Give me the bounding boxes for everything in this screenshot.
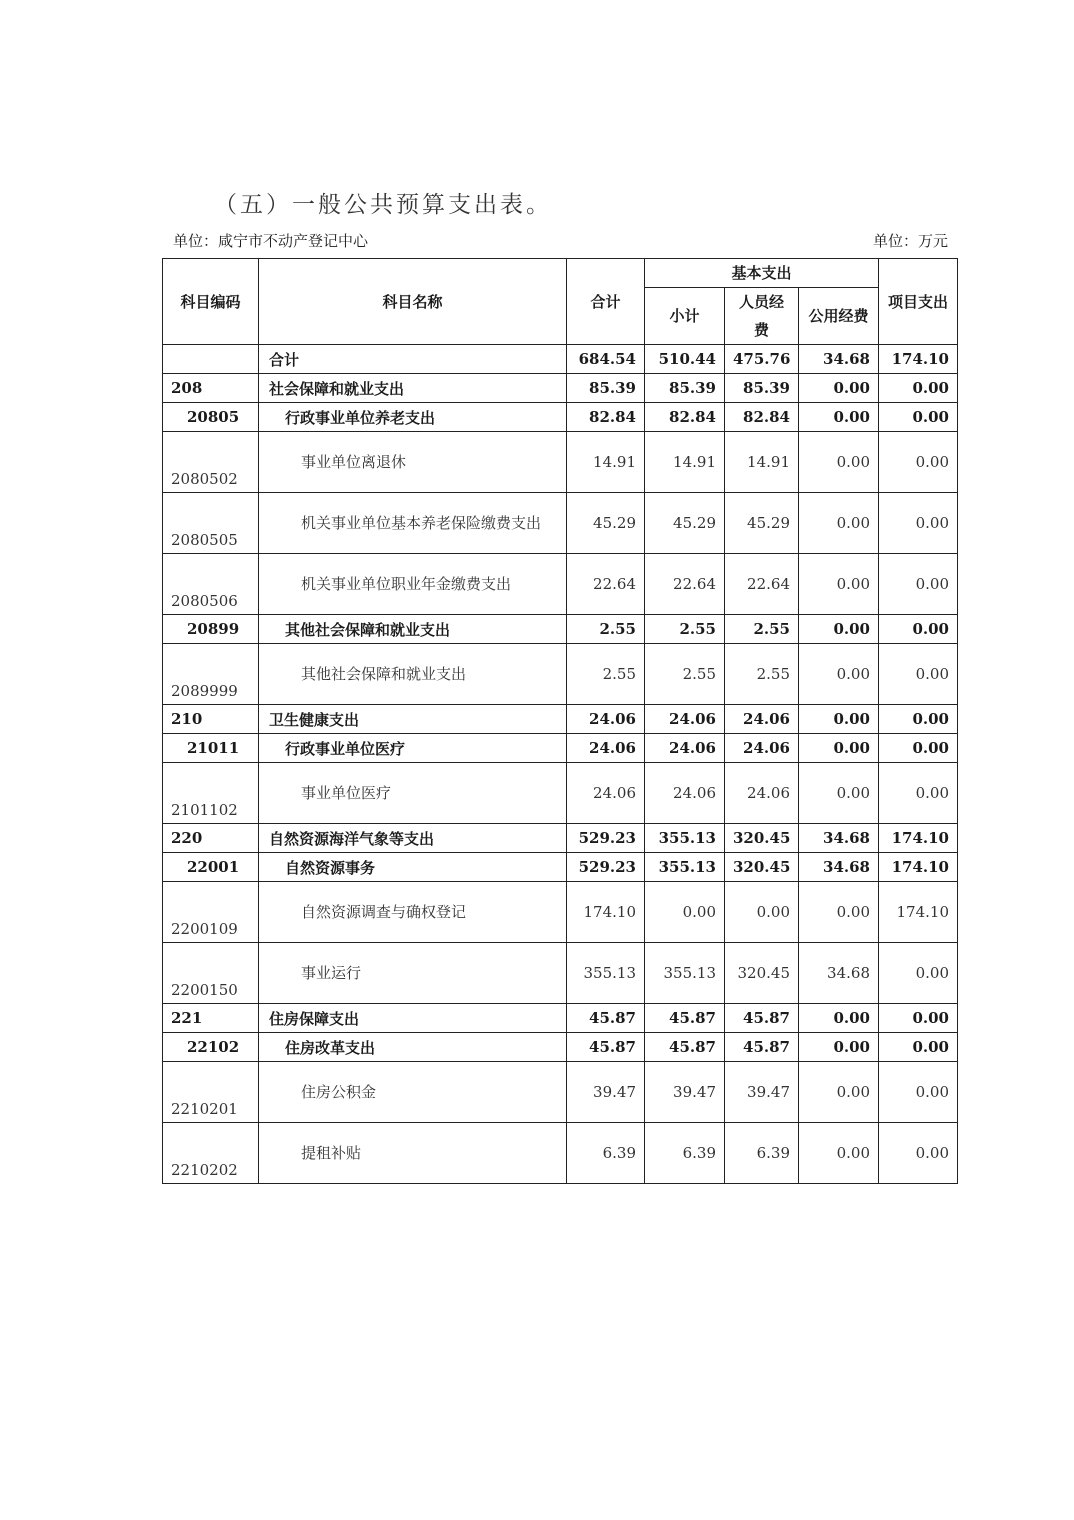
header-project: 项目支出 [879,259,958,345]
row-total: 39.47 [567,1062,645,1123]
row-project: 174.10 [879,853,958,882]
table-row [163,644,958,705]
row-personnel: 22.64 [725,554,799,615]
row-project: 0.00 [879,734,958,763]
row-public: 0.00 [799,734,879,763]
table-row [163,705,958,734]
row-name: 住房改革支出 [259,1033,567,1062]
row-subtotal: 510.44 [645,345,725,374]
unit-organization: 单位：咸宁市不动产登记中心 [173,232,369,250]
row-subtotal: 6.39 [645,1123,725,1184]
table-row [163,853,958,882]
row-public: 0.00 [799,1062,879,1123]
row-code: 221 [163,1004,259,1033]
table-row [163,943,958,1004]
row-name: 合计 [259,345,567,374]
row-project: 0.00 [879,615,958,644]
row-subtotal: 24.06 [645,734,725,763]
row-personnel: 0.00 [725,882,799,943]
row-total: 24.06 [567,705,645,734]
row-personnel: 82.84 [725,403,799,432]
row-personnel: 6.39 [725,1123,799,1184]
row-subtotal: 24.06 [645,763,725,824]
row-code: 2200109 [163,882,259,943]
table-row [163,1123,958,1184]
row-code: 2200150 [163,943,259,1004]
row-code: 210 [163,705,259,734]
table-row [163,824,958,853]
row-project: 0.00 [879,374,958,403]
header-code: 科目编码 [163,259,259,345]
table-row [163,763,958,824]
row-public: 0.00 [799,493,879,554]
row-code: 208 [163,374,259,403]
row-project: 0.00 [879,493,958,554]
row-total: 684.54 [567,345,645,374]
row-subtotal: 45.87 [645,1004,725,1033]
row-name: 其他社会保障和就业支出 [259,615,567,644]
budget-table [162,258,958,1184]
row-subtotal: 39.47 [645,1062,725,1123]
header-basic: 基本支出 [645,259,879,288]
row-subtotal: 2.55 [645,644,725,705]
row-code: 2080502 [163,432,259,493]
row-public: 0.00 [799,882,879,943]
row-personnel: 39.47 [725,1062,799,1123]
table-row [163,403,958,432]
row-code: 2101102 [163,763,259,824]
row-project: 0.00 [879,705,958,734]
row-code: 2080506 [163,554,259,615]
row-total: 24.06 [567,763,645,824]
row-personnel: 2.55 [725,644,799,705]
header-subtotal: 小计 [645,288,725,345]
row-project: 174.10 [879,345,958,374]
row-project: 0.00 [879,763,958,824]
header-personnel: 人员经费 [725,288,799,345]
row-total: 355.13 [567,943,645,1004]
unit-currency: 单位：万元 [872,232,948,250]
table-row [163,615,958,644]
row-public: 34.68 [799,853,879,882]
row-public: 0.00 [799,644,879,705]
row-total: 45.87 [567,1033,645,1062]
row-personnel: 85.39 [725,374,799,403]
row-subtotal: 24.06 [645,705,725,734]
row-project: 0.00 [879,1062,958,1123]
row-code: 22001 [163,853,259,882]
row-name: 社会保障和就业支出 [259,374,567,403]
row-total: 85.39 [567,374,645,403]
table-row [163,345,958,374]
table-header [163,259,958,345]
row-public: 0.00 [799,615,879,644]
row-name: 提租补贴 [259,1123,567,1184]
row-name: 自然资源调查与确权登记 [259,882,567,943]
table-row [163,882,958,943]
row-code: 2210201 [163,1062,259,1123]
row-subtotal: 0.00 [645,882,725,943]
row-total: 174.10 [567,882,645,943]
row-total: 2.55 [567,644,645,705]
row-name: 行政事业单位医疗 [259,734,567,763]
row-public: 34.68 [799,345,879,374]
row-personnel: 24.06 [725,705,799,734]
row-total: 22.64 [567,554,645,615]
row-subtotal: 45.87 [645,1033,725,1062]
row-total: 14.91 [567,432,645,493]
row-name: 住房保障支出 [259,1004,567,1033]
row-subtotal: 82.84 [645,403,725,432]
row-code: 20805 [163,403,259,432]
table-row [163,374,958,403]
table-row [163,1004,958,1033]
table-row [163,1062,958,1123]
table-body [163,345,958,1184]
row-subtotal: 355.13 [645,824,725,853]
row-project: 0.00 [879,1033,958,1062]
row-personnel: 45.29 [725,493,799,554]
row-name: 自然资源事务 [259,853,567,882]
row-total: 82.84 [567,403,645,432]
row-subtotal: 22.64 [645,554,725,615]
row-personnel: 14.91 [725,432,799,493]
row-public: 34.68 [799,824,879,853]
row-project: 174.10 [879,882,958,943]
row-personnel: 320.45 [725,943,799,1004]
row-public: 34.68 [799,943,879,1004]
row-code: 2080505 [163,493,259,554]
row-project: 0.00 [879,644,958,705]
table-row [163,493,958,554]
row-project: 0.00 [879,432,958,493]
row-public: 0.00 [799,432,879,493]
row-code: 2210202 [163,1123,259,1184]
row-public: 0.00 [799,1004,879,1033]
row-public: 0.00 [799,403,879,432]
row-subtotal: 85.39 [645,374,725,403]
row-code: 21011 [163,734,259,763]
row-name: 事业单位医疗 [259,763,567,824]
table-row [163,1033,958,1062]
row-project: 0.00 [879,1004,958,1033]
row-code: 2089999 [163,644,259,705]
row-name: 机关事业单位基本养老保险缴费支出 [259,493,567,554]
row-personnel: 2.55 [725,615,799,644]
row-total: 45.29 [567,493,645,554]
row-subtotal: 2.55 [645,615,725,644]
row-subtotal: 14.91 [645,432,725,493]
header-total: 合计 [567,259,645,345]
row-total: 24.06 [567,734,645,763]
row-name: 行政事业单位养老支出 [259,403,567,432]
row-subtotal: 355.13 [645,853,725,882]
row-total: 529.23 [567,824,645,853]
row-public: 0.00 [799,1033,879,1062]
table-row [163,554,958,615]
row-public: 0.00 [799,374,879,403]
row-name: 事业单位离退休 [259,432,567,493]
row-name: 住房公积金 [259,1062,567,1123]
row-total: 2.55 [567,615,645,644]
row-name: 自然资源海洋气象等支出 [259,824,567,853]
table-row [163,734,958,763]
header-public: 公用经费 [799,288,879,345]
row-personnel: 320.45 [725,824,799,853]
row-personnel: 45.87 [725,1033,799,1062]
row-code: 22102 [163,1033,259,1062]
row-total: 45.87 [567,1004,645,1033]
row-total: 529.23 [567,853,645,882]
row-personnel: 24.06 [725,763,799,824]
row-personnel: 475.76 [725,345,799,374]
row-project: 0.00 [879,1123,958,1184]
row-project: 0.00 [879,943,958,1004]
header-name: 科目名称 [259,259,567,345]
table-row [163,432,958,493]
row-name: 事业运行 [259,943,567,1004]
row-project: 174.10 [879,824,958,853]
row-public: 0.00 [799,1123,879,1184]
row-public: 0.00 [799,554,879,615]
row-code [163,345,259,374]
row-name: 机关事业单位职业年金缴费支出 [259,554,567,615]
row-public: 0.00 [799,763,879,824]
row-total: 6.39 [567,1123,645,1184]
row-subtotal: 355.13 [645,943,725,1004]
row-personnel: 320.45 [725,853,799,882]
row-code: 20899 [163,615,259,644]
row-subtotal: 45.29 [645,493,725,554]
row-name: 其他社会保障和就业支出 [259,644,567,705]
row-code: 220 [163,824,259,853]
row-project: 0.00 [879,403,958,432]
row-public: 0.00 [799,705,879,734]
row-project: 0.00 [879,554,958,615]
row-name: 卫生健康支出 [259,705,567,734]
page-title: （五）一般公共预算支出表。 [214,192,552,218]
row-personnel: 45.87 [725,1004,799,1033]
row-personnel: 24.06 [725,734,799,763]
